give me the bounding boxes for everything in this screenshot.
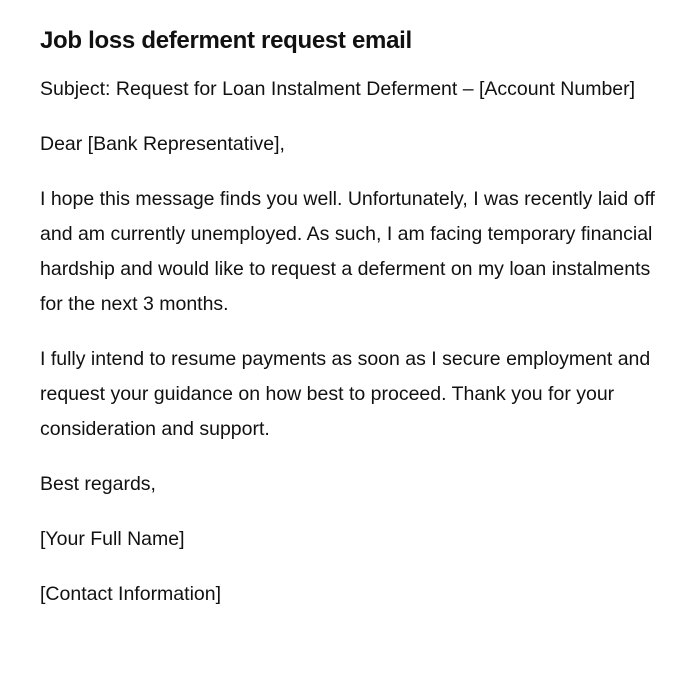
email-body-paragraph-2: I fully intend to resume payments as soon as I secure employment and request your guidance on how best to proceed. Thank you for your consideration and support.	[40, 348, 651, 440]
email-subject-line: Subject: Request for Loan Instalment Deferment – [Account Number]	[40, 78, 636, 100]
email-signature-name: [Your Full Name]	[40, 528, 185, 550]
email-template-document	[40, 24, 660, 632]
email-closing: Best regards,	[40, 473, 156, 495]
email-signature-contact: [Contact Information]	[40, 583, 222, 605]
document-title: Job loss deferment request email	[40, 27, 412, 54]
email-greeting: Dear [Bank Representative],	[40, 133, 285, 155]
email-body-paragraph-1: I hope this message finds you well. Unfortunately, I was recently laid off and am currently unemployed. As such, I am facing temporary financial hardship and would like to request a deferment on my loan instalments for the next 3 months.	[40, 188, 655, 315]
